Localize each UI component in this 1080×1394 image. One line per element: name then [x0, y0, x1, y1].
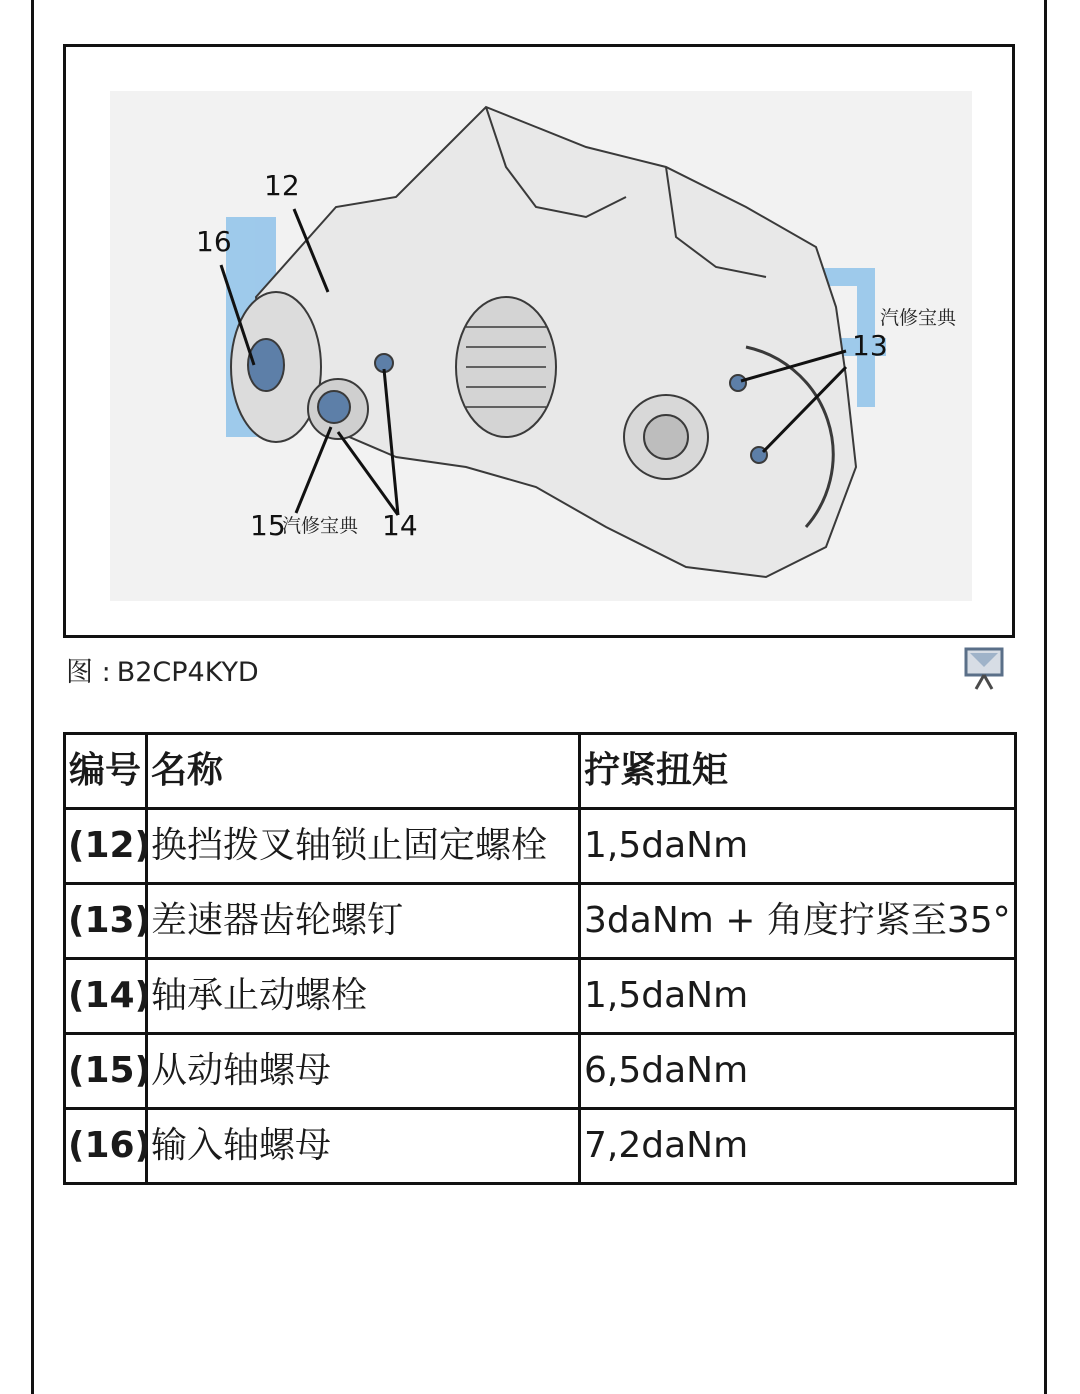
row-torque: 1,5daNm — [580, 959, 1016, 1034]
row-number: (12) — [65, 809, 147, 884]
row-torque: 7,2daNm — [580, 1109, 1016, 1184]
watermark-label: 汽修宝典 — [282, 515, 359, 537]
row-name: 轴承止动螺栓 — [147, 959, 580, 1034]
table-row — [65, 1109, 1016, 1184]
row-number: (13) — [65, 884, 147, 959]
callout-15: 15 — [250, 509, 286, 542]
row-torque: 1,5daNm — [580, 809, 1016, 884]
row-name: 换挡拨叉轴锁止固定螺栓 — [147, 809, 580, 884]
row-number: (15) — [65, 1034, 147, 1109]
callout-12: 12 — [264, 169, 300, 202]
input-flange — [231, 292, 321, 442]
caption-id: B2CP4KYD — [116, 657, 259, 688]
header-number: 编号 — [65, 734, 147, 809]
table-row — [65, 809, 1016, 884]
table-row — [65, 1034, 1016, 1109]
callout-13: 13 — [852, 329, 888, 362]
presentation-icon[interactable] — [962, 645, 1006, 691]
table-row — [65, 959, 1016, 1034]
header-torque: 拧紧扭矩 — [580, 734, 1016, 809]
watermark-label: 汽修宝典 — [880, 307, 957, 329]
left-page-border — [31, 0, 34, 1394]
driven-shaft-nut — [308, 379, 368, 439]
row-torque: 3daNm + 角度拧紧至35° — [580, 884, 1016, 959]
caption-label: 图 : — [66, 657, 111, 688]
row-number: (14) — [65, 959, 147, 1034]
figure-caption — [66, 650, 265, 689]
right-page-border — [1044, 0, 1047, 1394]
figure-frame — [63, 44, 1015, 638]
row-name: 输入轴螺母 — [147, 1109, 580, 1184]
torque-table — [63, 732, 1017, 1185]
gear-cluster — [456, 297, 556, 437]
callout-16: 16 — [196, 225, 232, 258]
callout-14: 14 — [382, 509, 418, 542]
row-torque: 6,5daNm — [580, 1034, 1016, 1109]
table-row — [65, 884, 1016, 959]
row-name: 差速器齿轮螺钉 — [147, 884, 580, 959]
row-number: (16) — [65, 1109, 147, 1184]
header-name: 名称 — [147, 734, 580, 809]
row-name: 从动轴螺母 — [147, 1034, 580, 1109]
table-header-row — [65, 734, 1016, 809]
